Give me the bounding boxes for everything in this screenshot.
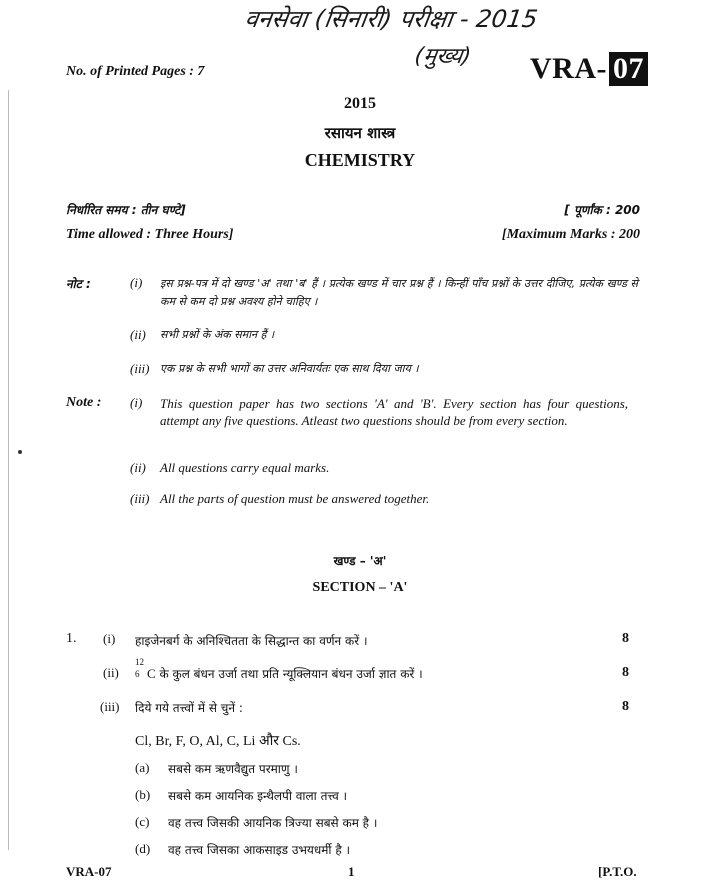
element-list: Cl, Br, F, O, Al, C, Li और Cs. — [135, 734, 301, 749]
section-heading-hindi: खण्ड – 'अ' — [333, 554, 387, 568]
note-hindi-num-2: (ii) — [130, 327, 146, 342]
max-marks-english: [Maximum Marks : 200 — [501, 227, 640, 242]
note-english-text-1: This question paper has two sections 'A' and 'B'. Every section has four questions, attempt any five questions. Atleast two questions should be from every section. — [160, 396, 628, 428]
note-english-num-3: (iii) — [130, 491, 150, 506]
sub-a-num: (a) — [135, 760, 150, 775]
printed-pages: No. of Printed Pages : 7 — [66, 64, 205, 79]
element-symbol: C — [147, 666, 156, 681]
sub-c-num: (c) — [135, 814, 150, 829]
note-english-text-2: All questions carry equal marks. — [160, 460, 330, 475]
note-hindi-text-2: सभी प्रश्नों के अंक समान हैं । — [160, 328, 275, 341]
isotope-notation — [135, 657, 147, 679]
sub-d-text: वह तत्त्व जिसका आकसाइड उभयधर्मी है । — [168, 843, 351, 857]
sub-b-num: (b) — [135, 787, 151, 802]
sub-c-text: वह तत्त्व जिसकी आयनिक त्रिज्या सबसे कम है । — [168, 816, 378, 830]
paper-code-prefix: VRA- — [530, 52, 607, 85]
footer-code: VRA-07 — [66, 864, 112, 879]
max-marks-hindi: [ पूर्णांक : 200 — [564, 203, 640, 217]
sub-d-num: (d) — [135, 841, 151, 856]
note-label-english: Note : — [66, 395, 102, 410]
note-english-text-3: All the parts of question must be answered together. — [160, 491, 430, 506]
q1-part-iii-num: (iii) — [100, 699, 120, 714]
note-label-hindi: नोट : — [66, 277, 91, 291]
note-english-num-2: (ii) — [130, 460, 146, 475]
q1-part-ii-num: (ii) — [103, 665, 119, 680]
footer-page-number: 1 — [348, 864, 355, 879]
subject-english: CHEMISTRY — [304, 150, 416, 170]
time-allowed-english: Time allowed : Three Hours] — [66, 227, 234, 242]
atomic-number: 6 — [135, 669, 140, 679]
note-english-num-1: (i) — [130, 395, 143, 410]
sub-a-text: सबसे कम ऋणवैद्युत परमाणु । — [168, 762, 298, 776]
sub-b-text: सबसे कम आयनिक इन्थैलपी वाला तत्त्व । — [168, 789, 348, 803]
paper-code-number: 07 — [609, 52, 648, 86]
q1-part-ii-text — [135, 657, 423, 682]
exam-year: 2015 — [344, 95, 376, 112]
q1-part-i-num: (i) — [103, 631, 116, 646]
note-hindi-text-3: एक प्रश्न के सभी भागों का उत्तर अनिवार्यतः एक साथ दिया जाय । — [160, 362, 419, 375]
time-allowed-hindi: निर्धारित समय : तीन घण्टे] — [66, 203, 186, 217]
subject-hindi: रसायन शास्त्र — [324, 124, 396, 142]
question-number: 1. — [66, 631, 77, 646]
q1-part-ii-marks: 8 — [622, 665, 629, 680]
note-hindi-num-1: (i) — [130, 275, 143, 290]
q1-part-i-text: हाइजेनबर्ग के अनिश्चितता के सिद्धान्त का वर्णन करें । — [135, 634, 368, 648]
handwritten-exam-title: वनसेवा (सिनारी) परीक्षा - 2015 — [242, 5, 540, 33]
q1-part-i-marks: 8 — [622, 631, 629, 646]
left-margin-rule — [8, 90, 9, 850]
paper-code — [530, 52, 648, 86]
q1-part-iii-marks: 8 — [622, 699, 629, 714]
ink-dot — [18, 450, 22, 454]
footer-pto: [P.T.O. — [598, 864, 637, 879]
q1-part-iii-text: दिये गये तत्त्वों में से चुनें : — [135, 701, 243, 715]
note-hindi-num-3: (iii) — [130, 361, 150, 376]
note-hindi-text-1: इस प्रश्न-पत्र में दो खण्ड 'अ' तथा 'ब' हैं । प्रत्येक खण्ड में चार प्रश्न हैं । किन्हीं पाँच प्रश्नों के उत्तर दीजिए, प्रत्येक खण्ड से कम से कम दो प्रश्न अवश्य होने चाहिए । — [160, 277, 638, 308]
section-heading-english: SECTION – 'A' — [312, 580, 408, 595]
mass-number: 12 — [135, 657, 144, 667]
q1-part-ii-body: के कुल बंधन उर्जा तथा प्रति न्यूक्लियान बंधन उर्जा ज्ञात करें । — [155, 667, 423, 681]
handwritten-main-note: (मुख्य) — [413, 44, 473, 69]
